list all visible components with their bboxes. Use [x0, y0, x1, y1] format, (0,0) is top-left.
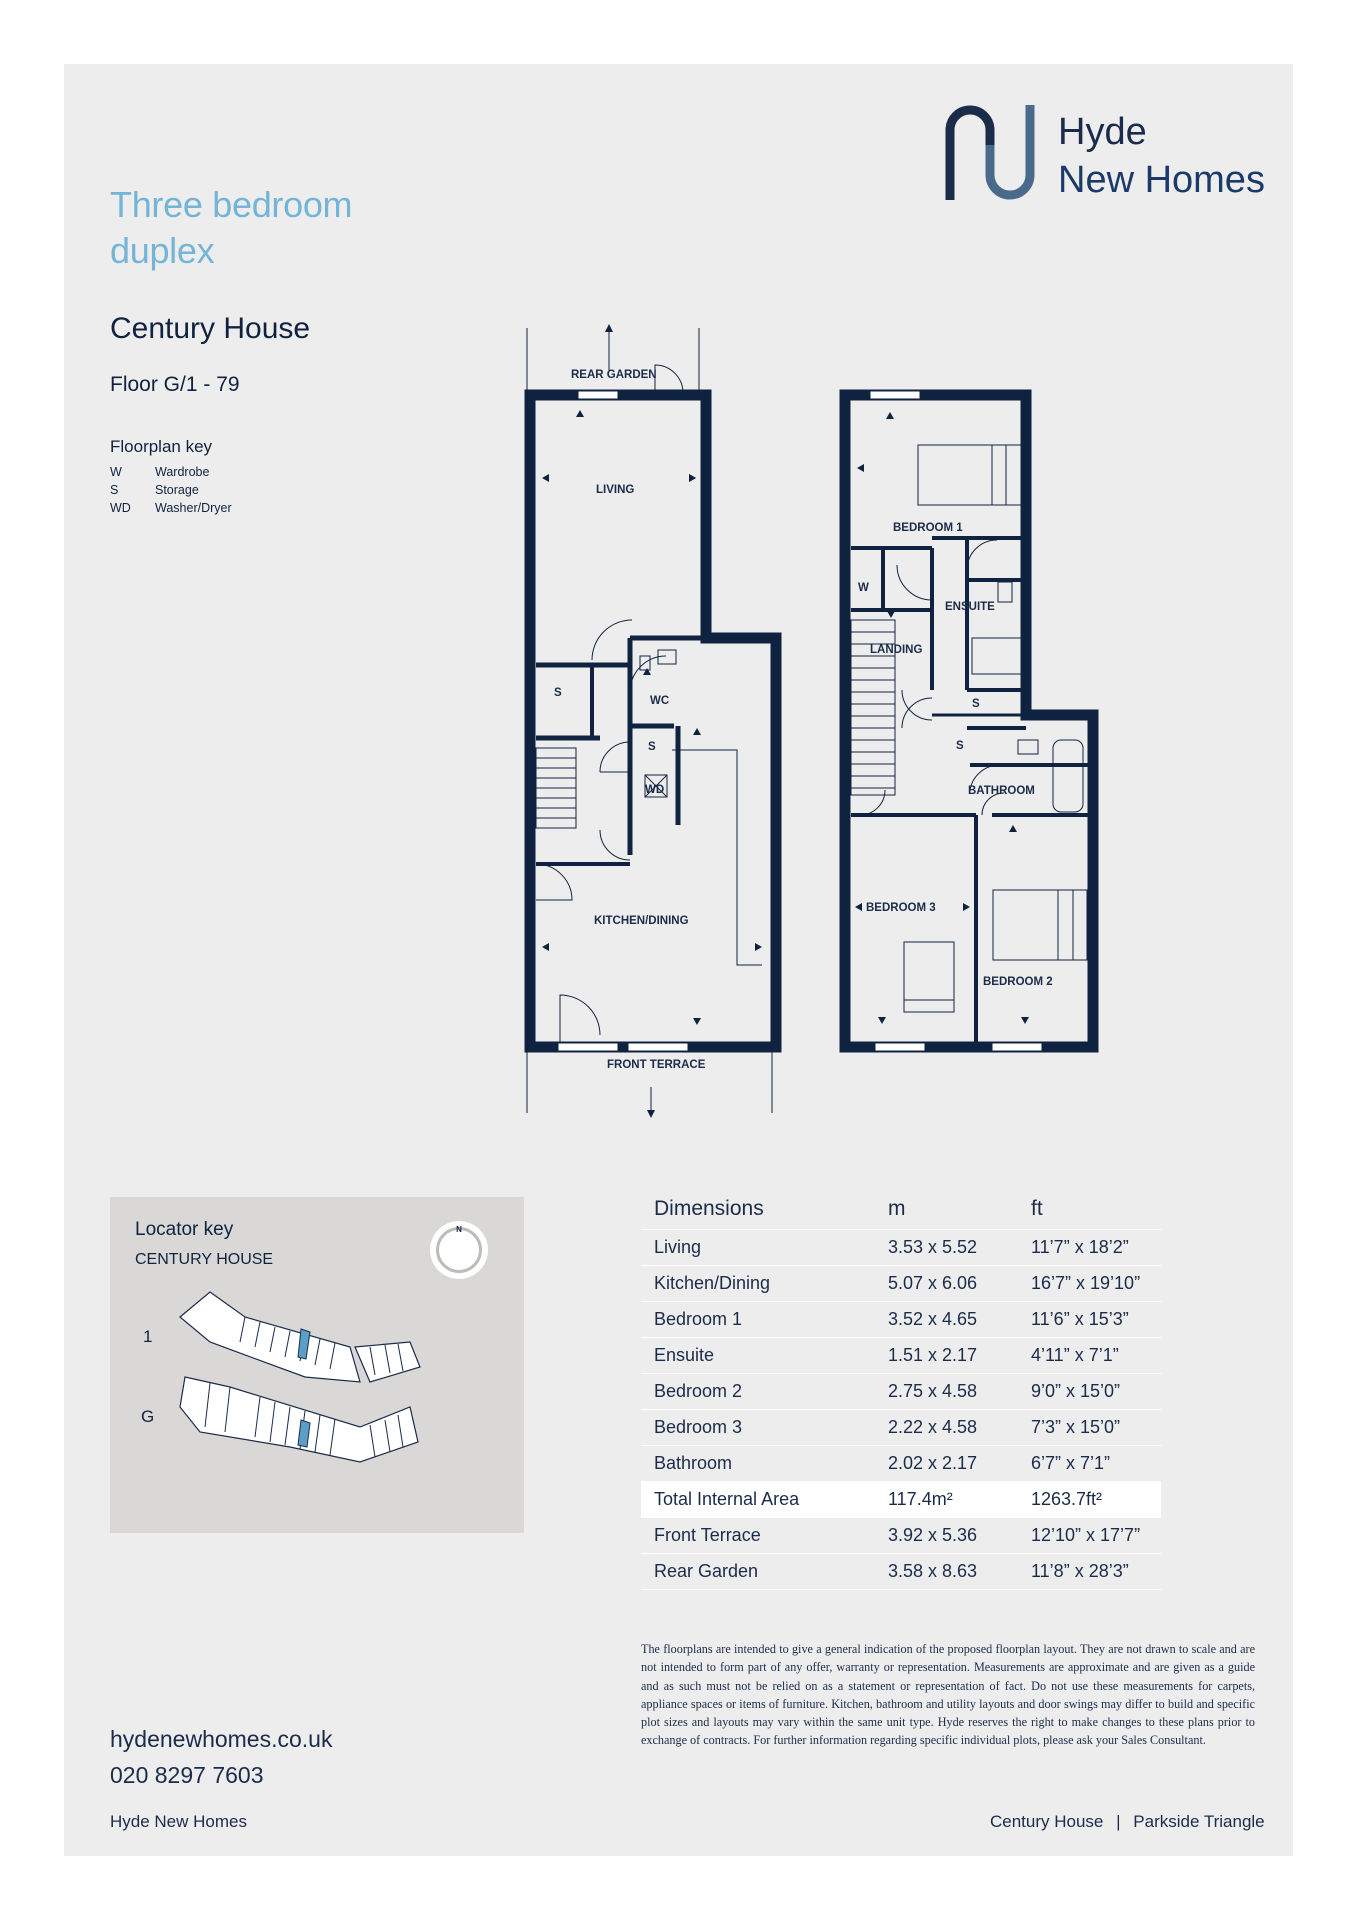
label-wardrobe: W — [858, 582, 869, 594]
label-storage-first: S — [972, 698, 980, 710]
title-line2: duplex — [110, 230, 215, 271]
dimensions-table — [641, 1189, 1161, 1590]
table-row: Bathroom 2.02 x 2.17 6’7” x 7’1” — [641, 1446, 1161, 1482]
table-row: Rear Garden 3.58 x 8.63 11’8” x 28’3” — [641, 1554, 1161, 1590]
label-bedroom-1: BEDROOM 1 — [893, 522, 963, 534]
locator-key — [110, 1197, 524, 1533]
label-rear-garden: REAR GARDEN — [571, 369, 657, 381]
table-row: Ensuite 1.51 x 2.17 4’11” x 7’1” — [641, 1338, 1161, 1374]
header-dimensions: Dimensions — [641, 1189, 875, 1230]
locator-floor-1: 1 — [143, 1327, 153, 1346]
label-storage-ground: S — [554, 687, 562, 699]
key-row: WD Washer/Dryer — [110, 501, 232, 515]
key-title: Floorplan key — [110, 437, 213, 456]
key-row: S Storage — [110, 483, 199, 497]
label-bedroom-2: BEDROOM 2 — [983, 976, 1053, 988]
table-row: Bedroom 3 2.22 x 4.58 7’3” x 15’0” — [641, 1410, 1161, 1446]
brand-line1: Hyde — [1058, 111, 1147, 153]
label-front-terrace: FRONT TERRACE — [607, 1059, 706, 1071]
phone-number[interactable]: 020 8297 7603 — [110, 1762, 264, 1788]
hyde-logo-icon — [940, 100, 1040, 210]
brand-name — [1058, 108, 1265, 204]
title-line1: Three bedroom — [110, 184, 353, 225]
label-storage-ground-2: S — [648, 741, 656, 753]
locator-subtitle: CENTURY HOUSE — [135, 1251, 274, 1268]
compass-icon — [430, 1221, 488, 1279]
floorplan-drawing — [500, 320, 1120, 1120]
table-row: Front Terrace 3.92 x 5.36 12’10” x 17’7” — [641, 1518, 1161, 1554]
website-link[interactable]: hydenewhomes.co.uk — [110, 1726, 333, 1752]
floor-label: Floor G/1 - 79 — [110, 373, 240, 396]
footer-location — [990, 1812, 1265, 1832]
compass-north: N — [456, 1225, 462, 1234]
contact-block — [110, 1721, 332, 1793]
building-name: Century House — [110, 312, 311, 345]
label-living: LIVING — [596, 484, 635, 496]
label-storage-first-2: S — [956, 740, 964, 752]
table-row: Kitchen/Dining 5.07 x 6.06 16’7” x 19’10” — [641, 1266, 1161, 1302]
page-title — [110, 182, 352, 274]
floorplan-key — [110, 437, 232, 517]
label-landing: LANDING — [870, 644, 923, 656]
label-wc: WC — [650, 695, 670, 707]
key-row: W Wardrobe — [110, 465, 210, 479]
header-ft: ft — [1018, 1189, 1161, 1230]
table-row: Bedroom 1 3.52 x 4.65 11’6” x 15’3” — [641, 1302, 1161, 1338]
label-ensuite: ENSUITE — [945, 601, 995, 613]
table-row: Bedroom 2 2.75 x 4.58 9’0” x 15’0” — [641, 1374, 1161, 1410]
label-washer-dryer: WD — [645, 784, 665, 796]
footer-separator: | — [1116, 1812, 1121, 1831]
header-m: m — [875, 1189, 1018, 1230]
locator-floor-g: G — [141, 1407, 155, 1426]
table-row-total: Total Internal Area 117.4m² 1263.7ft² — [641, 1482, 1161, 1518]
label-bathroom: BATHROOM — [968, 785, 1035, 797]
brand-line2: New Homes — [1058, 159, 1265, 201]
disclaimer-text: The floorplans are intended to give a general indication of the proposed floorplan layout. They are not drawn to scale and are not intended to form part of any offer, warranty or representation. Measurements are approximate and are given as a guide and as such must not be relied on as a statement or representation of fact. Do not use these measurements for carpets, appliance spaces or items of furniture. Kitchen, bathroom and utility layouts and door swings may differ to build and specific plot sizes and layouts may vary within the same unit type. Hyde reserves the right to make changes to these plans prior to exchange of contracts. For further information regarding specific individual plots, please ask your Sales Consultant. — [641, 1642, 1255, 1748]
site-plan-icon — [170, 1287, 490, 1507]
label-bedroom-3: BEDROOM 3 — [866, 902, 936, 914]
locator-title: Locator key — [135, 1219, 234, 1240]
footer-development: Parkside Triangle — [1133, 1812, 1265, 1831]
label-kitchen-dining: KITCHEN/DINING — [594, 915, 689, 927]
footer-brand: Hyde New Homes — [110, 1812, 247, 1831]
table-row: Living 3.53 x 5.52 11’7” x 18’2” — [641, 1230, 1161, 1266]
table-header-row — [641, 1189, 1161, 1230]
footer-building: Century House — [990, 1812, 1104, 1831]
